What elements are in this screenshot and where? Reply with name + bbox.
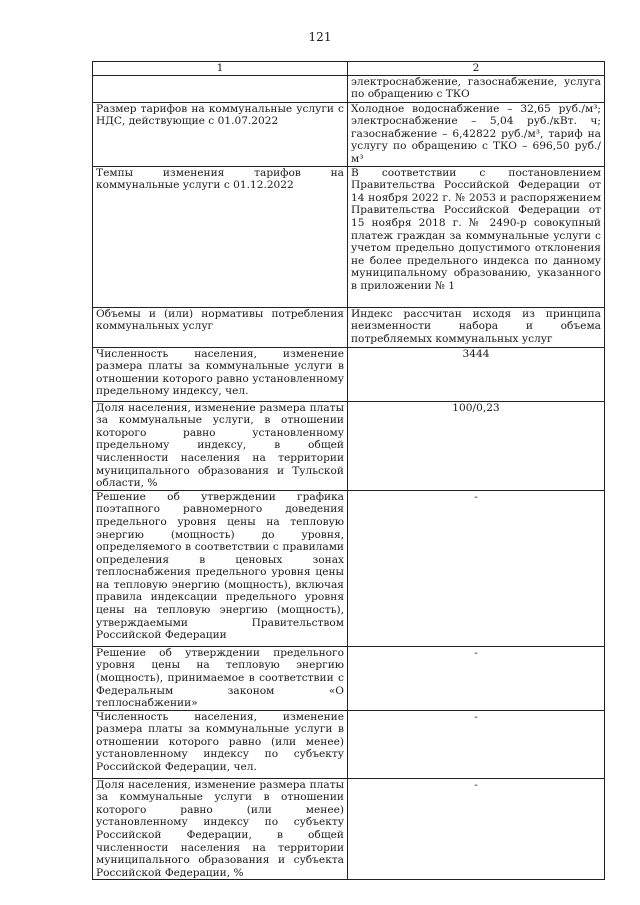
table-row	[93, 347, 605, 401]
row-value: -	[348, 646, 605, 710]
table-row	[93, 102, 605, 166]
row-value: -	[348, 710, 605, 778]
tariff-table	[92, 61, 605, 880]
table-row	[93, 646, 605, 710]
row-value: электроснабжение, газоснабжение, услуга по обращению с ТКО	[348, 75, 605, 102]
table-row	[93, 778, 605, 880]
row-label: Решение об утверждении графика поэтапного равномерного доведения предельного уровня цены на тепловую энергию (мощность) до уровня, определяемого в соответствии с правилами определения в ценовых зонах теплоснабжения предельного уровня цены на тепловую энергию (мощность), включая правила индексации предельного уровня цены на тепловую энергию (мощность), утверждаемыми Правительством Российской Федерации	[93, 490, 348, 646]
row-value: Индекс рассчитан исходя из принципа неизменности набора и объема потребляемых коммунальных услуг	[348, 307, 605, 347]
row-label: Объемы и (или) нормативы потребления коммунальных услуг	[93, 307, 348, 347]
row-label	[93, 75, 348, 102]
page-number: 121	[308, 30, 332, 44]
row-value: 3444	[348, 347, 605, 401]
row-label: Доля населения, изменение размера платы за коммунальные услуги, в отношении которого равно установленному предельному индексу, в общей численности населения на территории муниципального образования и Тульской области, %	[93, 401, 348, 490]
row-label: Решение об утверждении предельного уровня цены на тепловую энергию (мощность), принимаемое в соответствии с Федеральным законом «О теплоснабжении»	[93, 646, 348, 710]
table-row	[93, 490, 605, 646]
row-label: Численность населения, изменение размера платы за коммунальные услуги в отношении которого равно установленному предельному индексу, чел.	[93, 347, 348, 401]
row-value: Холодное водоснабжение – 32,65 руб./м³; электроснабжение – 5,04 руб./кВт. ч; газоснабжение – 6,42822 руб./м³, тариф на услугу по обращению с ТКО – 696,50 руб./м³	[348, 102, 605, 166]
column-header-1: 1	[93, 62, 348, 76]
row-label: Размер тарифов на коммунальные услуги с НДС, действующие с 01.07.2022	[93, 102, 348, 166]
row-value: 100/0,23	[348, 401, 605, 490]
row-value: -	[348, 778, 605, 880]
table-row	[93, 710, 605, 778]
row-label: Темпы изменения тарифов на коммунальные услуги с 01.12.2022	[93, 166, 348, 307]
table-row	[93, 75, 605, 102]
row-value: В соответствии с постановлением Правительства Российской Федерации от 14 ноября 2022 г. № 2053 и распоряжением Правительства Российской Федерации от 15 ноября 2018 г. № 2490-р совокупный платеж граждан за коммунальные услуги с учетом предельно допустимого отклонения не более предельного индекса по данному муниципальному образованию, указанного в приложении № 1	[348, 166, 605, 307]
table-row	[93, 166, 605, 307]
row-label: Численность населения, изменение размера платы за коммунальные услуги в отношении которого равно (или менее) установленному индексу по субъекту Российской Федерации, чел.	[93, 710, 348, 778]
row-value: -	[348, 490, 605, 646]
table-header-row	[93, 62, 605, 76]
column-header-2: 2	[348, 62, 605, 76]
row-label: Доля населения, изменение размера платы за коммунальные услуги в отношении которого равно (или менее) установленному индексу по субъекту Российской Федерации, в общей численности населения на территории муниципального образования и субъекта Российской Федерации, %	[93, 778, 348, 880]
table-row	[93, 307, 605, 347]
table-row	[93, 401, 605, 490]
